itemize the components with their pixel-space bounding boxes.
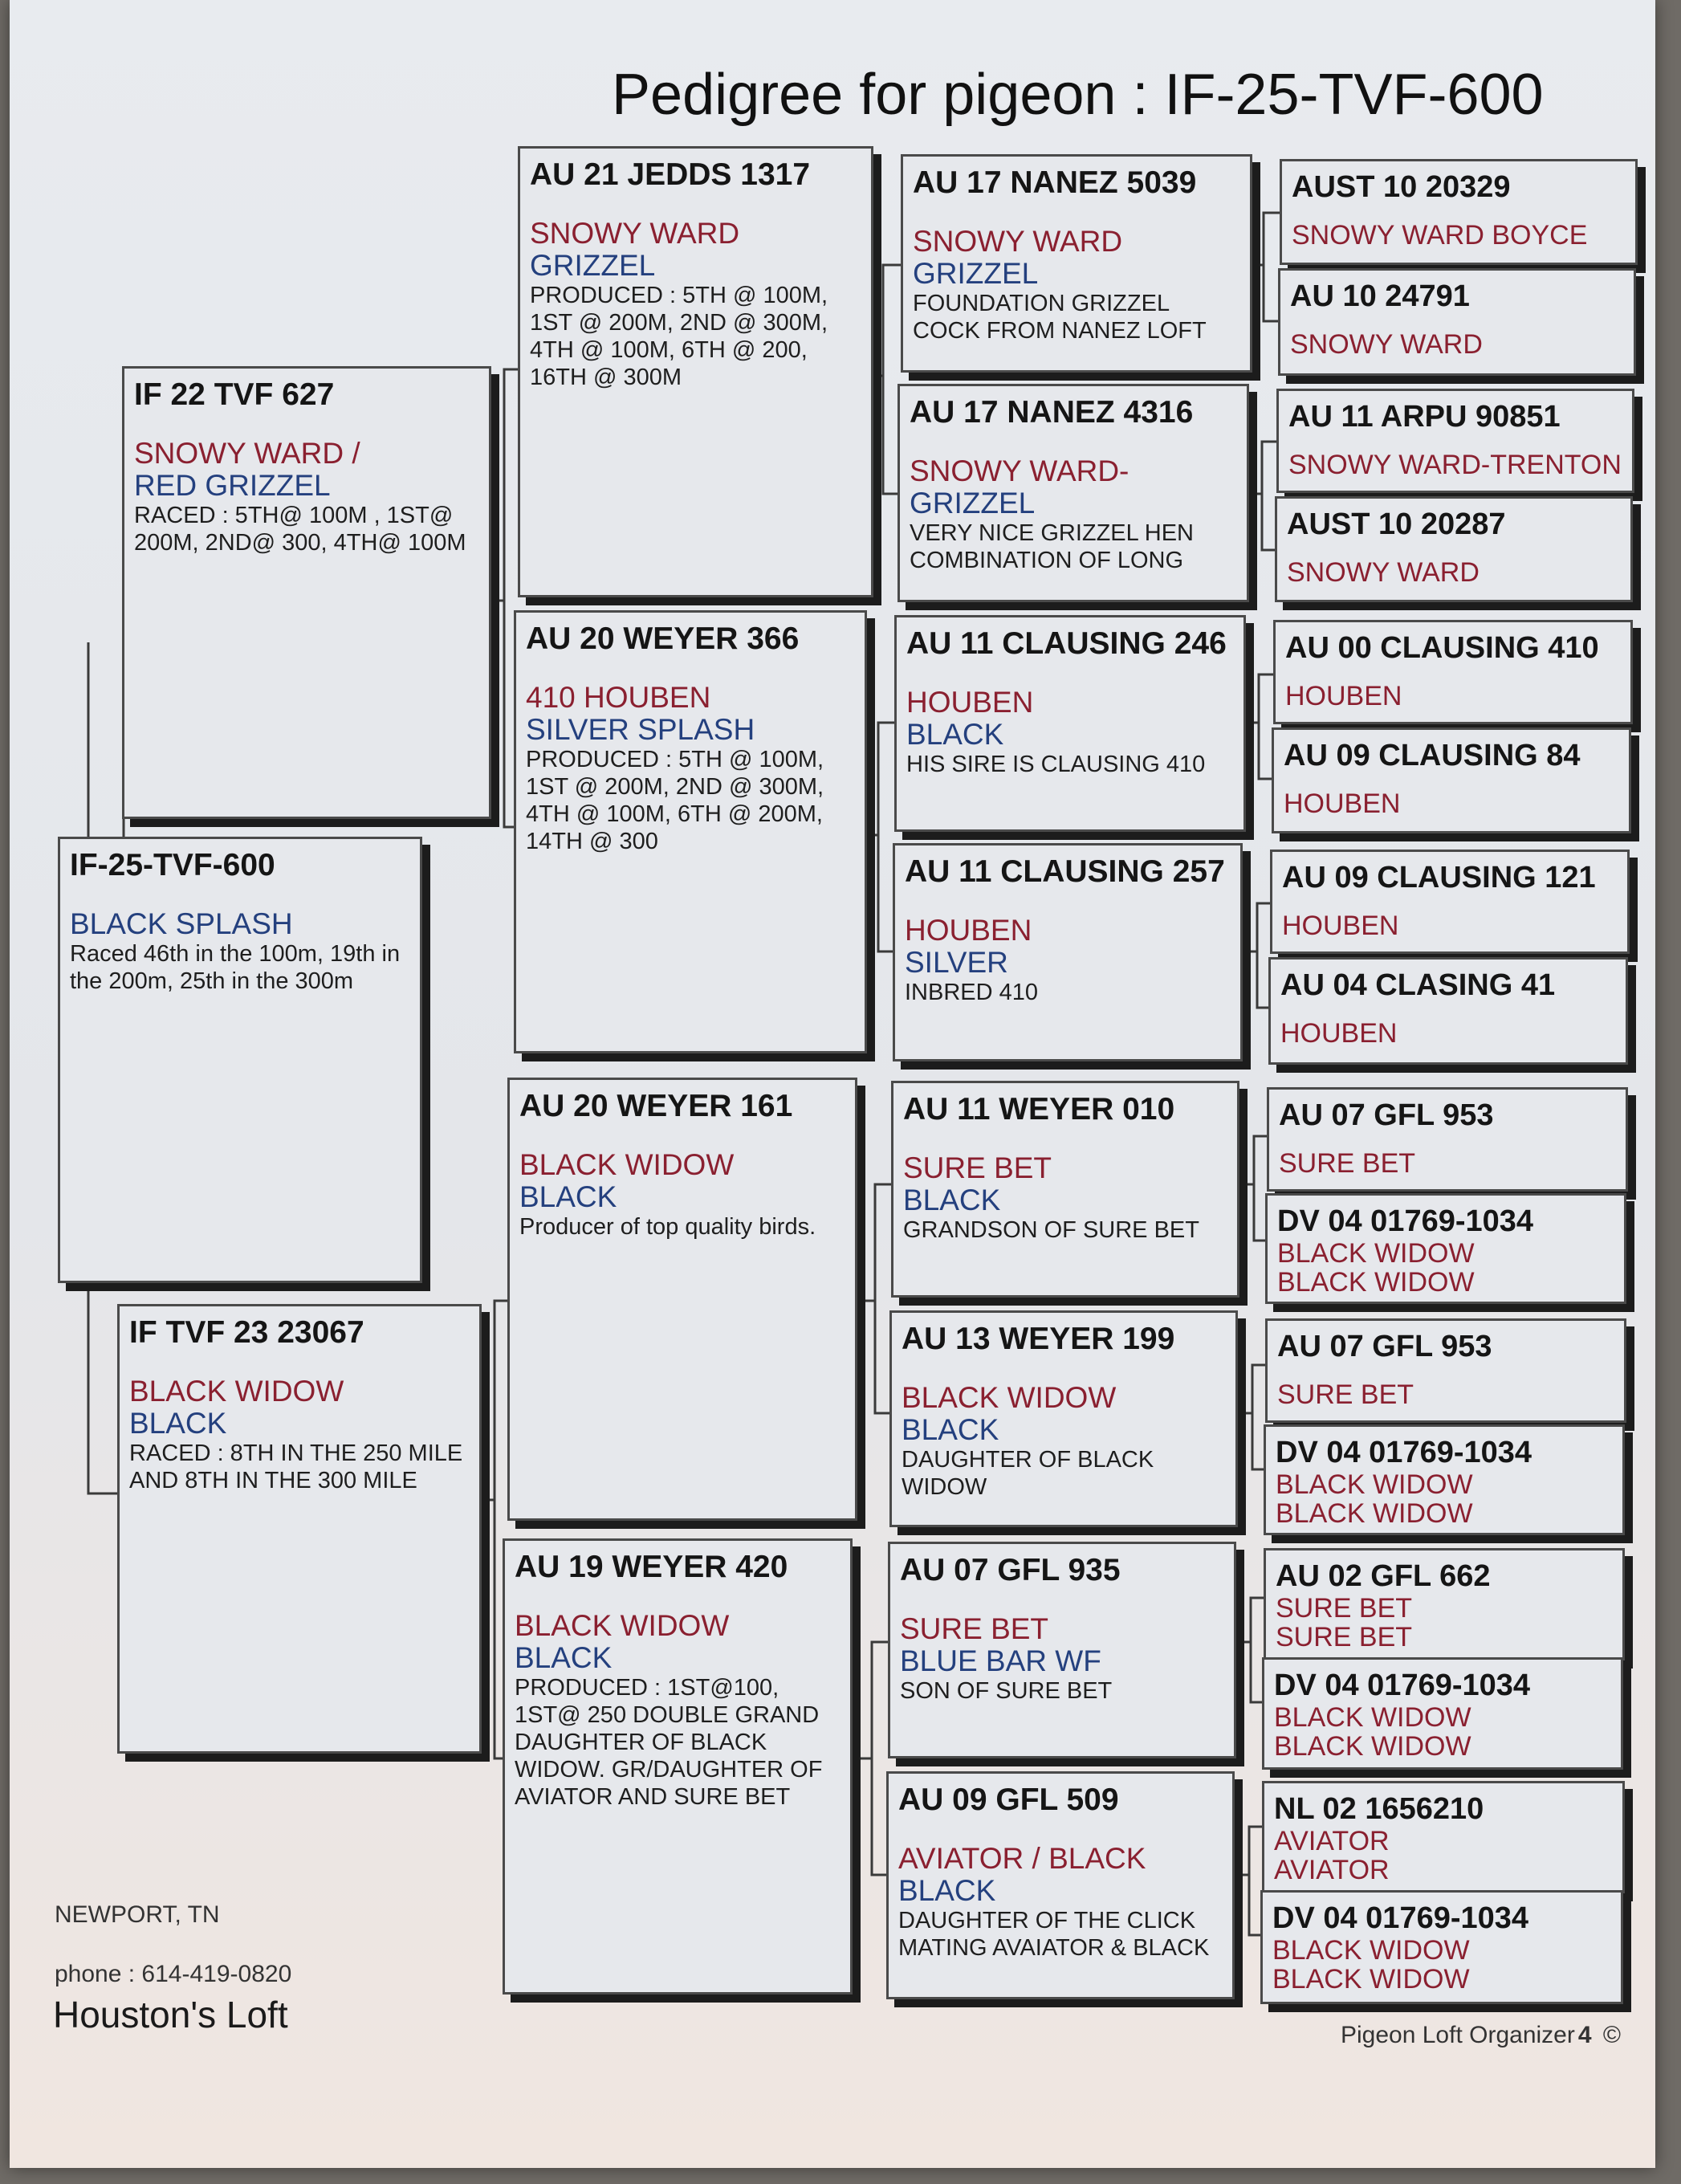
band-number: DV 04 01769-1034 (1274, 1669, 1531, 1702)
notes: PRODUCED : 5TH @ 100M, 1ST @ 200M, 2ND @ 300M, 4TH @ 100M, 6TH @ 200, 16TH @ 300M (530, 283, 828, 390)
notes: PRODUCED : 5TH @ 100M, 1ST @ 200M, 2ND @ 300M, 4TH @ 100M, 6TH @ 200M, 14TH @ 300 (526, 747, 824, 854)
color: GRIZZEL (910, 487, 1036, 520)
color: BLACK SPLASH (70, 907, 293, 940)
notes: FOUNDATION GRIZZEL COCK FROM NANEZ LOFT (913, 291, 1207, 344)
strain: SNOWY WARD (1287, 557, 1480, 588)
band-number: AU 21 JEDDS 1317 (530, 157, 811, 192)
copyright-symbol: © (1602, 2022, 1621, 2048)
pedigree-card-dam-dam[interactable] (503, 1538, 853, 1995)
strain: SNOWY WARD-TRENTON (1288, 450, 1622, 480)
pedigree-card-gen4-13[interactable] (1264, 1548, 1625, 1660)
strain: HOUBEN (1285, 681, 1402, 711)
band-number: AU 09 GFL 509 (898, 1783, 1119, 1817)
pedigree-card-gen4-4[interactable] (1275, 496, 1633, 602)
strain: SURE BET (900, 1612, 1049, 1645)
color: RED GRIZZEL (134, 469, 331, 502)
band-number: IF TVF 23 23067 (129, 1315, 364, 1350)
band-number: AU 07 GFL 953 (1277, 1330, 1492, 1363)
band-number: AU 00 CLAUSING 410 (1285, 631, 1599, 665)
strain: SURE BET (1279, 1148, 1416, 1179)
strain: 410 HOUBEN (526, 681, 711, 714)
strain: BLACK WIDOW (519, 1148, 735, 1181)
band-number: AU 04 CLASING 41 (1280, 968, 1556, 1002)
pedigree-card-gen3-7[interactable] (888, 1542, 1236, 1758)
strain: BLACK WIDOW (129, 1375, 344, 1408)
loft-phone: phone : 614-419-0820 (55, 1961, 292, 1987)
page-title: Pedigree for pigeon : IF-25-TVF-600 (612, 63, 1544, 127)
band-number: IF-25-TVF-600 (70, 848, 275, 882)
pedigree-card-gen4-1[interactable] (1280, 159, 1638, 265)
band-number: AU 17 NANEZ 5039 (913, 165, 1197, 200)
pedigree-card-gen3-3[interactable] (894, 615, 1246, 832)
band-number: AU 11 CLAUSING 257 (905, 854, 1225, 889)
strain: BLACK WIDOW (515, 1609, 730, 1642)
band-number: AU 09 CLAUSING 121 (1282, 861, 1596, 894)
strain-secondary: BLACK WIDOW (1272, 1964, 1470, 1995)
strain-secondary: AVIATOR (1274, 1855, 1390, 1885)
software-credit (1341, 2022, 1621, 2049)
strain: AVIATOR / BLACK (898, 1842, 1146, 1875)
pedigree-card-subject[interactable] (58, 837, 422, 1283)
pedigree-card-gen4-16[interactable] (1260, 1890, 1623, 2004)
pedigree-card-gen3-4[interactable] (893, 843, 1243, 1061)
strain: SNOWY WARD (1290, 329, 1483, 360)
pedigree-card-gen4-12[interactable] (1264, 1424, 1625, 1535)
color: BLACK (515, 1641, 613, 1674)
color: SILVER SPLASH (526, 713, 755, 746)
notes: DAUGHTER OF BLACK WIDOW (902, 1447, 1154, 1500)
pedigree-card-sire-dam[interactable] (514, 610, 867, 1053)
strain: BLACK WIDOW (1277, 1238, 1475, 1269)
band-number: AU 11 WEYER 010 (903, 1092, 1175, 1127)
color: BLACK (129, 1407, 227, 1440)
pedigree-card-gen4-10[interactable] (1265, 1193, 1626, 1304)
pedigree-card-gen4-9[interactable] (1267, 1087, 1628, 1192)
notes: PRODUCED : 1ST@100, 1ST@ 250 DOUBLE GRAND DAUGHTER OF BLACK WIDOW. GR/DAUGHTER OF AVIATOR AND SURE BET (515, 1675, 823, 1810)
band-number: AU 20 WEYER 366 (526, 621, 800, 656)
color: BLACK (519, 1180, 617, 1213)
notes: GRANDSON OF SURE BET (903, 1217, 1199, 1243)
strain: BLACK WIDOW (902, 1381, 1117, 1414)
pedigree-card-gen3-1[interactable] (901, 154, 1252, 373)
strain: SURE BET (903, 1151, 1052, 1184)
pedigree-card-gen3-6[interactable] (889, 1310, 1238, 1527)
strain-secondary: BLACK WIDOW (1277, 1267, 1475, 1298)
band-number: AU 07 GFL 953 (1279, 1098, 1494, 1132)
software-name: Pigeon Loft Organizer (1341, 2022, 1575, 2048)
band-number: AU 17 NANEZ 4316 (910, 395, 1194, 430)
pedigree-card-gen4-2[interactable] (1278, 268, 1636, 376)
pedigree-card-gen4-5[interactable] (1273, 620, 1633, 724)
color: GRIZZEL (913, 257, 1039, 290)
strain: SNOWY WARD BOYCE (1292, 220, 1588, 251)
pedigree-card-sire[interactable] (122, 366, 491, 819)
pedigree-card-gen4-6[interactable] (1272, 727, 1631, 833)
pedigree-card-gen4-7[interactable] (1270, 850, 1630, 954)
pedigree-card-gen4-8[interactable] (1268, 957, 1628, 1065)
notes: RACED : 5TH@ 100M , 1ST@ 200M, 2ND@ 300, 4TH@ 100M (134, 503, 466, 556)
band-number: AU 07 GFL 935 (900, 1553, 1121, 1587)
band-number: DV 04 01769-1034 (1272, 1901, 1529, 1935)
strain: SNOWY WARD (913, 225, 1123, 258)
software-version: 4 (1577, 2022, 1592, 2048)
strain: SURE BET (1277, 1379, 1414, 1410)
strain: AVIATOR (1274, 1826, 1390, 1856)
strain: HOUBEN (905, 914, 1032, 947)
band-number: DV 04 01769-1034 (1277, 1204, 1534, 1238)
color: SILVER (905, 946, 1008, 979)
notes: Raced 46th in the 100m, 19th in the 200m, 25th in the 300m (70, 941, 401, 994)
notes: VERY NICE GRIZZEL HEN COMBINATION OF LONG (910, 520, 1194, 573)
color: GRIZZEL (530, 249, 656, 282)
strain: HOUBEN (1282, 911, 1399, 941)
notes: DAUGHTER OF THE CLICK MATING AVAIATOR & BLACK (898, 1908, 1210, 1961)
strain: HOUBEN (1280, 1018, 1398, 1049)
strain: SNOWY WARD (530, 217, 740, 250)
band-number: AU 09 CLAUSING 84 (1284, 739, 1581, 772)
pedigree-card-dam[interactable] (117, 1304, 482, 1754)
color: BLACK (903, 1184, 1001, 1216)
pedigree-card-sire-sire[interactable] (518, 146, 873, 597)
strain: BLACK WIDOW (1276, 1469, 1473, 1500)
color: BLACK (898, 1874, 996, 1907)
pedigree-card-gen4-15[interactable] (1262, 1781, 1625, 1893)
color: BLACK (906, 718, 1004, 751)
strain: HOUBEN (1284, 788, 1401, 819)
band-number: AUST 10 20329 (1292, 170, 1511, 204)
pedigree-card-gen4-14[interactable] (1262, 1657, 1623, 1770)
color: BLUE BAR WF (900, 1644, 1101, 1677)
band-number: AUST 10 20287 (1287, 507, 1506, 541)
pedigree-card-gen3-5[interactable] (891, 1081, 1239, 1298)
pedigree-card-gen3-8[interactable] (886, 1771, 1235, 1999)
band-number: AU 11 CLAUSING 246 (906, 626, 1227, 661)
pedigree-card-gen3-2[interactable] (897, 384, 1249, 602)
strain: SURE BET (1276, 1593, 1413, 1624)
loft-name: Houston's Loft (53, 1994, 288, 2035)
strain: SNOWY WARD / (134, 437, 360, 470)
strain: BLACK WIDOW (1272, 1935, 1470, 1966)
pedigree-card-dam-sire[interactable] (507, 1078, 857, 1521)
notes: SON OF SURE BET (900, 1678, 1113, 1704)
band-number: AU 11 ARPU 90851 (1288, 400, 1561, 434)
band-number: NL 02 1656210 (1274, 1792, 1484, 1826)
strain-secondary: SURE BET (1276, 1622, 1413, 1652)
strain-secondary: BLACK WIDOW (1276, 1498, 1473, 1529)
pedigree-card-gen4-11[interactable] (1265, 1318, 1626, 1423)
band-number: IF 22 TVF 627 (134, 377, 335, 412)
band-number: AU 20 WEYER 161 (519, 1089, 793, 1123)
band-number: AU 19 WEYER 420 (515, 1550, 788, 1584)
notes: INBRED 410 (905, 980, 1039, 1005)
band-number: DV 04 01769-1034 (1276, 1436, 1532, 1469)
strain: BLACK WIDOW (1274, 1702, 1471, 1733)
notes: Producer of top quality birds. (519, 1214, 816, 1240)
notes: RACED : 8TH IN THE 250 MILE AND 8TH IN THE 300 MILE (129, 1440, 463, 1493)
strain: HOUBEN (906, 686, 1034, 719)
band-number: AU 02 GFL 662 (1276, 1559, 1491, 1593)
strain: SNOWY WARD- (910, 454, 1129, 487)
color: BLACK (902, 1413, 999, 1446)
loft-location: NEWPORT, TN (55, 1901, 220, 1928)
band-number: AU 13 WEYER 199 (902, 1322, 1175, 1356)
strain-secondary: BLACK WIDOW (1274, 1731, 1471, 1762)
band-number: AU 10 24791 (1290, 279, 1470, 313)
pedigree-card-gen4-3[interactable] (1276, 389, 1634, 493)
notes: HIS SIRE IS CLAUSING 410 (906, 752, 1206, 777)
